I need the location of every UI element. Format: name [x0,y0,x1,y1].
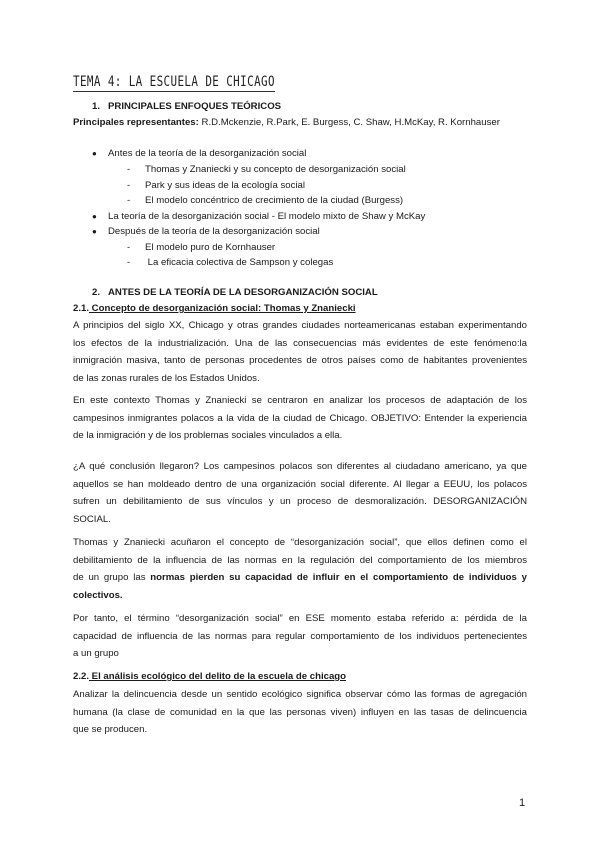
bullet-item: ● Antes de la teoría de la desorganización social [92,148,307,159]
section-1-number: 1. [92,101,101,112]
paragraph: Analizar la delincuencia desde un sentido ecológico significa observar cómo las formas de agregación humana (la clase de comunidad en la que las personas viven) influyen en las tasas de delincuencia que se producen. [73,689,527,735]
bullet-item: ● Después de la teoría de la desorganización social [92,226,320,237]
dash-icon: - [127,164,131,175]
dash-icon: - [127,242,131,253]
representatives-text: R.D.Mckenzie, R.Park, E. Burgess, C. Shaw, H.McKay, R. Kornhauser [198,117,500,128]
section-2-heading [92,286,378,300]
page-number: 1 [519,797,526,809]
dash-icon: - [127,257,131,268]
section-2-title: ANTES DE LA TEORÍA DE LA DESORGANIZACIÓN SOCIAL [108,287,378,298]
sub-item: - Thomas y Znaniecki y su concepto de desorganización social [127,164,406,175]
dash-icon: - [127,195,131,206]
subsection-2-1-title: Concepto de desorganización social: Thomas y Znaniecki [89,303,356,314]
representatives-label: Principales representantes: [73,117,199,128]
representatives-line [73,116,500,130]
paragraph: ¿A qué conclusión llegaron? Los campesinos polacos son diferentes al ciudadano americano, ya que aquellos se han moldeado dentro de una organización social diferente. Al llegar a EEUU, los polacos sufren un debilitamiento de sus vínculos y un proceso de desmoralización. DESORGANIZACIÓN SOCIAL. [73,461,527,525]
sub-item: - El modelo puro de Kornhauser [127,242,276,253]
subsection-2-2-number: 2.2. [73,671,90,682]
section-2-number: 2. [92,287,101,298]
section-1-title: PRINCIPALES ENFOQUES TEÓRICOS [108,101,282,112]
sub-item: - La eficacia colectiva de Sampson y colegas [127,257,334,268]
bullet-dot-icon: ● [92,227,97,236]
subsection-2-2-heading [73,670,346,684]
paragraph: En este contexto Thomas y Znaniecki se centraron en analizar los procesos de adaptación de los campesinos inmigrantes polacos a la vida de la ciudad de Chicago. OBJETIVO: Entender la experiencia de la inmigración y de los problemas sociales vinculados a ella. [73,395,527,441]
paragraph: Por tanto, el término “desorganización social” en ESE momento estaba referido a: pérdida de la capacidad de influencia de las normas para regular comportamiento de los individuos pertenecientes a un grupo [73,613,527,659]
paragraph: Thomas y Znaniecki acuñaron el concepto de “desorganización social”, que ellos definen como el debilitamiento de la influencia de las normas en la regulación del comportamiento de los miembros de un grupo las normas pierden su capacidad de influir en el comportamiento de individuos y colectivos. [73,537,527,601]
sub-item: - El modelo concéntrico de crecimiento de la ciudad (Burgess) [127,195,404,206]
paragraph: A principios del siglo XX, Chicago y otras grandes ciudades norteamericanas estaban experimentando los efectos de la industrialización. Una de las consecuencias más evidentes de este fenómeno:la inmigración masiva, tanto de personas procedentes de otros países como de habitantes provenientes de las zonas rurales de los Estados Unidos. [73,320,527,384]
document-title: TEMA 4: LA ESCUELA DE CHICAGO [73,74,275,90]
dash-icon: - [127,180,131,191]
bullet-item: ● La teoría de la desorganización social - El modelo mixto de Shaw y McKay [92,211,426,222]
sub-item: - Park y sus ideas de la ecología social [127,180,305,191]
subsection-2-1-number: 2.1. [73,303,90,314]
subsection-2-2-title: El análisis ecológico del delito de la escuela de chicago [89,671,347,682]
bullet-dot-icon: ● [92,149,97,158]
bullet-dot-icon: ● [92,212,97,221]
subsection-2-1-heading [73,302,356,316]
section-1-heading [92,100,281,114]
